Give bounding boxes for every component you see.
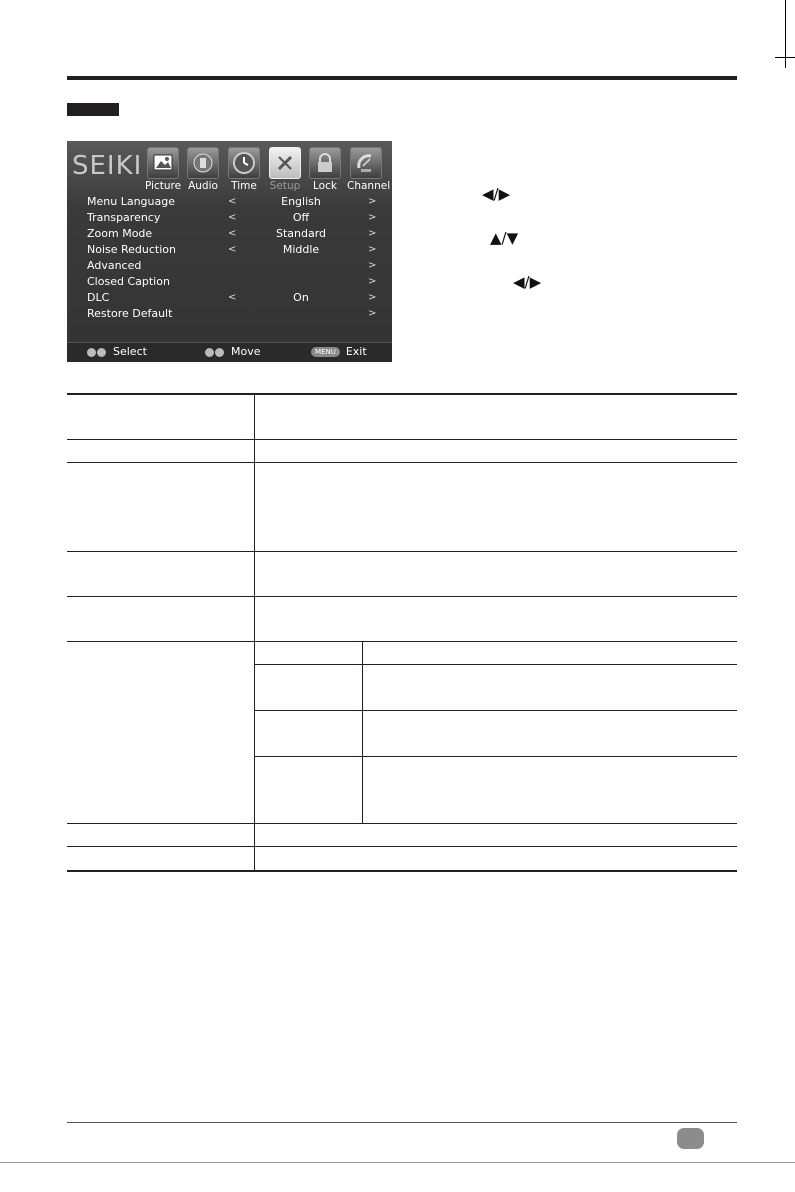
- left-arrow-icon[interactable]: <: [228, 292, 237, 303]
- subtable-column-divider: [362, 642, 363, 823]
- right-arrow-icon[interactable]: >: [368, 196, 377, 207]
- lock-icon: [309, 147, 341, 179]
- left-right-arrows-icon: ◀/▶: [513, 273, 542, 291]
- satellite-icon: [350, 147, 382, 179]
- audio-icon: [187, 147, 219, 179]
- right-arrow-icon[interactable]: >: [368, 260, 377, 271]
- crop-mark-horizontal: [775, 57, 795, 58]
- menu-language-row[interactable]: Menu Language < English >: [87, 195, 377, 208]
- subtable-row-divider: [254, 664, 737, 665]
- table-row-divider: [67, 846, 737, 847]
- subtable-row-divider: [254, 756, 737, 757]
- up-down-arrows-icon: ▲/▼: [490, 229, 519, 247]
- tab-lock[interactable]: Lock: [306, 147, 344, 192]
- restore-default-row[interactable]: Restore Default >: [87, 307, 377, 320]
- footer-rule: [67, 1122, 737, 1123]
- table-bottom-rule: [67, 870, 737, 872]
- setup-icon: [269, 147, 301, 179]
- left-arrow-icon[interactable]: <: [228, 212, 237, 223]
- osd-setup-menu: [67, 141, 392, 362]
- brand-logo: SEIKI: [72, 151, 143, 181]
- tab-setup[interactable]: Setup: [266, 147, 304, 192]
- right-arrow-icon[interactable]: >: [368, 244, 377, 255]
- table-row-divider: [67, 439, 737, 440]
- left-arrow-icon[interactable]: <: [228, 228, 237, 239]
- right-arrow-icon[interactable]: >: [368, 308, 377, 319]
- left-arrow-icon[interactable]: <: [228, 196, 237, 207]
- dlc-row[interactable]: DLC < On >: [87, 291, 377, 304]
- table-row-divider: [67, 641, 737, 642]
- right-arrow-icon[interactable]: >: [368, 228, 377, 239]
- tab-channel[interactable]: Channel: [347, 147, 385, 192]
- header-rule: [67, 76, 737, 80]
- page-number-badge: [677, 1128, 704, 1149]
- table-row-divider: [67, 551, 737, 552]
- advanced-row[interactable]: Advanced >: [87, 259, 377, 272]
- right-arrow-icon[interactable]: >: [368, 212, 377, 223]
- osd-settings-list: [67, 194, 392, 322]
- table-row-divider: [67, 596, 737, 597]
- right-arrow-icon[interactable]: >: [368, 276, 377, 287]
- clock-icon: [228, 147, 260, 179]
- zoom-mode-row[interactable]: Zoom Mode < Standard >: [87, 227, 377, 240]
- menu-key-icon: MENU: [311, 347, 340, 357]
- left-arrow-icon[interactable]: <: [228, 244, 237, 255]
- tab-time[interactable]: Time: [225, 147, 263, 192]
- table-row-divider: [67, 462, 737, 463]
- picture-icon: [147, 147, 179, 179]
- page-edge-rule: [0, 1162, 795, 1163]
- up-down-buttons-icon: [87, 345, 107, 358]
- transparency-row[interactable]: Transparency < Off >: [87, 211, 377, 224]
- tab-picture[interactable]: Picture: [144, 147, 182, 192]
- select-hint: Select: [87, 345, 147, 358]
- table-top-rule: [67, 393, 737, 395]
- subtable-row-divider: [254, 710, 737, 711]
- noise-reduction-row[interactable]: Noise Reduction < Middle >: [87, 243, 377, 256]
- left-right-arrows-icon: ◀/▶: [482, 185, 511, 203]
- exit-hint: MENU Exit: [311, 345, 367, 358]
- left-right-buttons-icon: [205, 345, 225, 358]
- right-arrow-icon[interactable]: >: [368, 292, 377, 303]
- table-row-divider: [67, 823, 737, 824]
- osd-footer: [67, 342, 392, 362]
- section-tag: [67, 103, 119, 116]
- move-hint: Move: [205, 345, 261, 358]
- table-column-divider: [254, 394, 255, 871]
- closed-caption-row[interactable]: Closed Caption >: [87, 275, 377, 288]
- tab-audio[interactable]: Audio: [184, 147, 222, 192]
